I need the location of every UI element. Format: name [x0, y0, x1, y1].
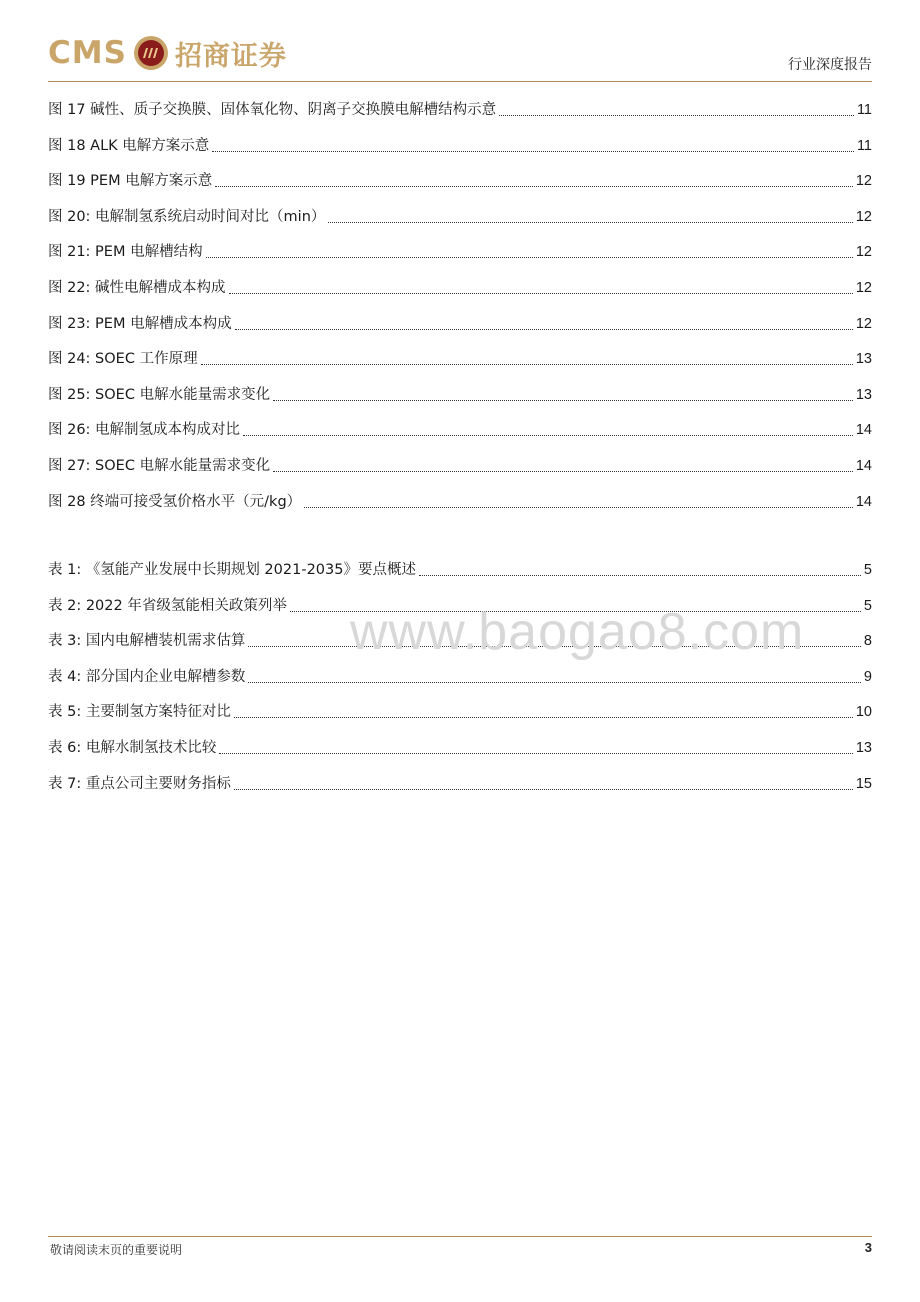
footer-divider — [48, 1236, 872, 1237]
header-divider — [48, 81, 872, 82]
table-toc-entry[interactable] — [48, 666, 872, 688]
toc-entry-page: 5 — [863, 597, 872, 614]
dot-leader — [273, 400, 853, 401]
toc-entry-page: 12 — [855, 208, 872, 225]
table-toc-entry[interactable] — [48, 630, 872, 652]
toc-entry-page: 13 — [855, 386, 872, 403]
toc-entry-page: 10 — [855, 704, 872, 721]
logo-chinese-name: 招商证券 — [174, 40, 287, 72]
toc-entry-page: 12 — [855, 244, 872, 261]
figure-toc-entry[interactable] — [48, 170, 872, 192]
dot-leader — [328, 222, 852, 223]
dot-leader — [248, 646, 861, 647]
dot-leader — [304, 507, 853, 508]
toc-entry-label: 图 17 碱性、质子交换膜、固体氧化物、阴离子交换膜电解槽结构示意 — [48, 102, 497, 118]
toc-entry-page: 5 — [863, 562, 872, 578]
figure-toc-entry[interactable] — [48, 419, 872, 441]
toc-entry-page: 14 — [855, 493, 872, 510]
dot-leader — [215, 186, 853, 187]
table-toc-entry[interactable] — [48, 773, 872, 795]
toc-entry-page: 14 — [855, 458, 872, 474]
dot-leader — [419, 575, 861, 576]
page-number: 3 — [864, 1240, 872, 1255]
toc-entry-label: 表 1: 《氢能产业发展中长期规划 2021-2035》要点概述 — [48, 562, 416, 578]
report-type: 行业深度报告 — [788, 57, 872, 73]
figure-toc-entry[interactable] — [48, 313, 872, 335]
table-toc-entry[interactable] — [48, 701, 872, 723]
toc-entry-label: 图 20: 电解制氢系统启动时间对比（min） — [48, 208, 326, 225]
dot-leader — [248, 682, 861, 683]
table-toc-entry[interactable] — [48, 559, 872, 581]
toc-entry-label: 表 2: 2022 年省级氢能相关政策列举 — [48, 597, 287, 614]
dot-leader — [290, 611, 861, 612]
figure-toc-entry[interactable] — [48, 277, 872, 299]
toc-entry-label: 图 25: SOEC 电解水能量需求变化 — [48, 386, 271, 403]
toc-entry-page: 13 — [855, 740, 872, 756]
dot-leader — [219, 753, 853, 754]
toc-entry-page: 9 — [863, 668, 872, 685]
figure-toc-entry[interactable] — [48, 491, 872, 513]
toc-entry-label: 图 24: SOEC 工作原理 — [48, 351, 198, 368]
dot-leader — [234, 717, 853, 718]
table-toc-entry[interactable] — [48, 595, 872, 617]
toc-entry-label: 表 7: 重点公司主要财务指标 — [48, 775, 231, 792]
toc-entry-label: 图 26: 电解制氢成本构成对比 — [48, 422, 241, 439]
logo-emblem-icon — [133, 35, 169, 71]
toc-entry-page: 12 — [855, 173, 872, 190]
figure-toc-entry[interactable] — [48, 241, 872, 263]
dot-leader — [273, 471, 853, 472]
toc-entry-label: 图 19 PEM 电解方案示意 — [48, 173, 213, 190]
toc-entry-label: 图 22: 碱性电解槽成本构成 — [48, 280, 226, 296]
dot-leader — [499, 115, 854, 116]
toc-entry-label: 图 27: SOEC 电解水能量需求变化 — [48, 458, 271, 474]
dot-leader — [201, 364, 853, 365]
dot-leader — [243, 435, 853, 436]
toc-entry-page: 11 — [856, 102, 872, 118]
toc-entry-label: 图 23: PEM 电解槽成本构成 — [48, 315, 232, 332]
toc-entry-page: 14 — [855, 422, 872, 439]
figure-toc-entry[interactable] — [48, 455, 872, 477]
figure-toc-entry[interactable] — [48, 384, 872, 406]
dot-leader — [229, 293, 853, 294]
dot-leader — [235, 329, 853, 330]
logo-text: CMS — [48, 35, 127, 71]
toc-entry-label: 表 6: 电解水制氢技术比较 — [48, 740, 217, 756]
toc-entry-label: 表 5: 主要制氢方案特征对比 — [48, 704, 231, 721]
toc-entry-label: 表 3: 国内电解槽装机需求估算 — [48, 633, 246, 650]
toc-entry-label: 图 28 终端可接受氢价格水平（元/kg） — [48, 493, 302, 510]
toc-entry-page: 11 — [856, 137, 872, 154]
figure-toc-entry[interactable] — [48, 206, 872, 228]
toc-entry-page: 8 — [863, 633, 872, 650]
table-toc-entry[interactable] — [48, 737, 872, 759]
toc-entry-page: 12 — [855, 315, 872, 332]
toc-entry-page: 15 — [855, 775, 872, 792]
toc-entry-label: 图 18 ALK 电解方案示意 — [48, 137, 210, 154]
dot-leader — [206, 257, 853, 258]
toc-entry-page: 12 — [855, 280, 872, 296]
footer-note: 敬请阅读末页的重要说明 — [50, 1243, 183, 1257]
dot-leader — [234, 789, 853, 790]
figure-toc-entry[interactable] — [48, 348, 872, 370]
watermark: www.baogao8.com — [350, 603, 805, 661]
toc-entry-page: 13 — [855, 351, 872, 368]
dot-leader — [212, 151, 854, 152]
figure-toc-entry[interactable] — [48, 135, 872, 157]
page-header — [48, 30, 872, 82]
figure-toc-entry[interactable] — [48, 99, 872, 121]
toc-entry-label: 表 4: 部分国内企业电解槽参数 — [48, 668, 246, 685]
toc-entry-label: 图 21: PEM 电解槽结构 — [48, 244, 203, 261]
cms-logo — [48, 32, 287, 74]
